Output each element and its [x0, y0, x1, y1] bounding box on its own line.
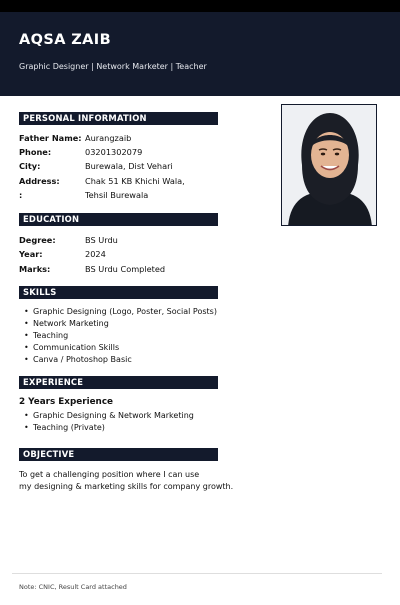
profile-photo: [281, 104, 377, 226]
objective-line-1: To get a challenging position where I can use: [19, 470, 200, 479]
bullet-icon: •: [24, 331, 29, 340]
phone-value: 03201302079: [85, 147, 143, 157]
skill-text: Network Marketing: [33, 319, 109, 328]
phone-label: Phone:: [19, 147, 52, 157]
footer-divider: [12, 573, 382, 574]
bullet-icon: •: [24, 307, 29, 316]
skill-text: Communication Skills: [33, 343, 120, 352]
experience-list: [24, 410, 194, 434]
address-colon: :: [19, 190, 23, 200]
section-heading-personal: PERSONAL INFORMATION: [19, 112, 218, 125]
address-line-2: Tehsil Burewala: [85, 190, 149, 200]
experience-title: 2 Years Experience: [19, 397, 113, 407]
top-bar: [0, 0, 400, 12]
bullet-icon: •: [24, 343, 29, 352]
skills-list: [24, 306, 217, 366]
objective-text: [19, 469, 259, 492]
list-item: [24, 410, 194, 422]
city-value: Burewala, Dist Vehari: [85, 161, 173, 171]
father-name-label: Father Name:: [19, 133, 82, 143]
address-line-1: Chak 51 KB Khichi Wala,: [85, 176, 185, 186]
year-value: 2024: [85, 249, 106, 259]
candidate-name: AQSA ZAIB: [19, 32, 112, 48]
bullet-icon: •: [24, 319, 29, 328]
marks-value: BS Urdu Completed: [85, 264, 166, 274]
city-label: City:: [19, 161, 41, 171]
section-heading-experience: EXPERIENCE: [19, 376, 218, 389]
degree-label: Degree:: [19, 235, 56, 245]
marks-label: Marks:: [19, 264, 51, 274]
objective-line-2: my designing & marketing skills for company growth.: [19, 481, 234, 491]
father-name-value: Aurangzaib: [85, 133, 132, 143]
bullet-icon: •: [24, 355, 29, 364]
list-item: [24, 318, 217, 330]
list-item: [24, 330, 217, 342]
skill-text: Teaching: [33, 331, 69, 340]
skill-text: Canva / Photoshop Basic: [33, 355, 132, 364]
address-label: Address:: [19, 176, 60, 186]
section-heading-education: EDUCATION: [19, 213, 218, 226]
year-label: Year:: [19, 249, 43, 259]
list-item: [24, 422, 194, 434]
list-item: [24, 342, 217, 354]
experience-text: Teaching (Private): [33, 423, 105, 432]
list-item: [24, 306, 217, 318]
experience-text: Graphic Designing & Network Marketing: [33, 411, 194, 420]
degree-value: BS Urdu: [85, 235, 118, 245]
header-banner: [0, 12, 400, 96]
bullet-icon: •: [24, 411, 29, 420]
portrait-illustration: [282, 105, 377, 226]
candidate-subtitle: Graphic Designer | Network Marketer | Teacher: [19, 62, 207, 71]
section-heading-objective: OBJECTIVE: [19, 448, 218, 461]
bullet-icon: •: [24, 423, 29, 432]
list-item: [24, 354, 217, 366]
section-heading-skills: SKILLS: [19, 286, 218, 299]
skill-text: Graphic Designing (Logo, Poster, Social Posts): [33, 307, 217, 316]
footer-note: Note: CNIC, Result Card attached: [19, 583, 127, 591]
